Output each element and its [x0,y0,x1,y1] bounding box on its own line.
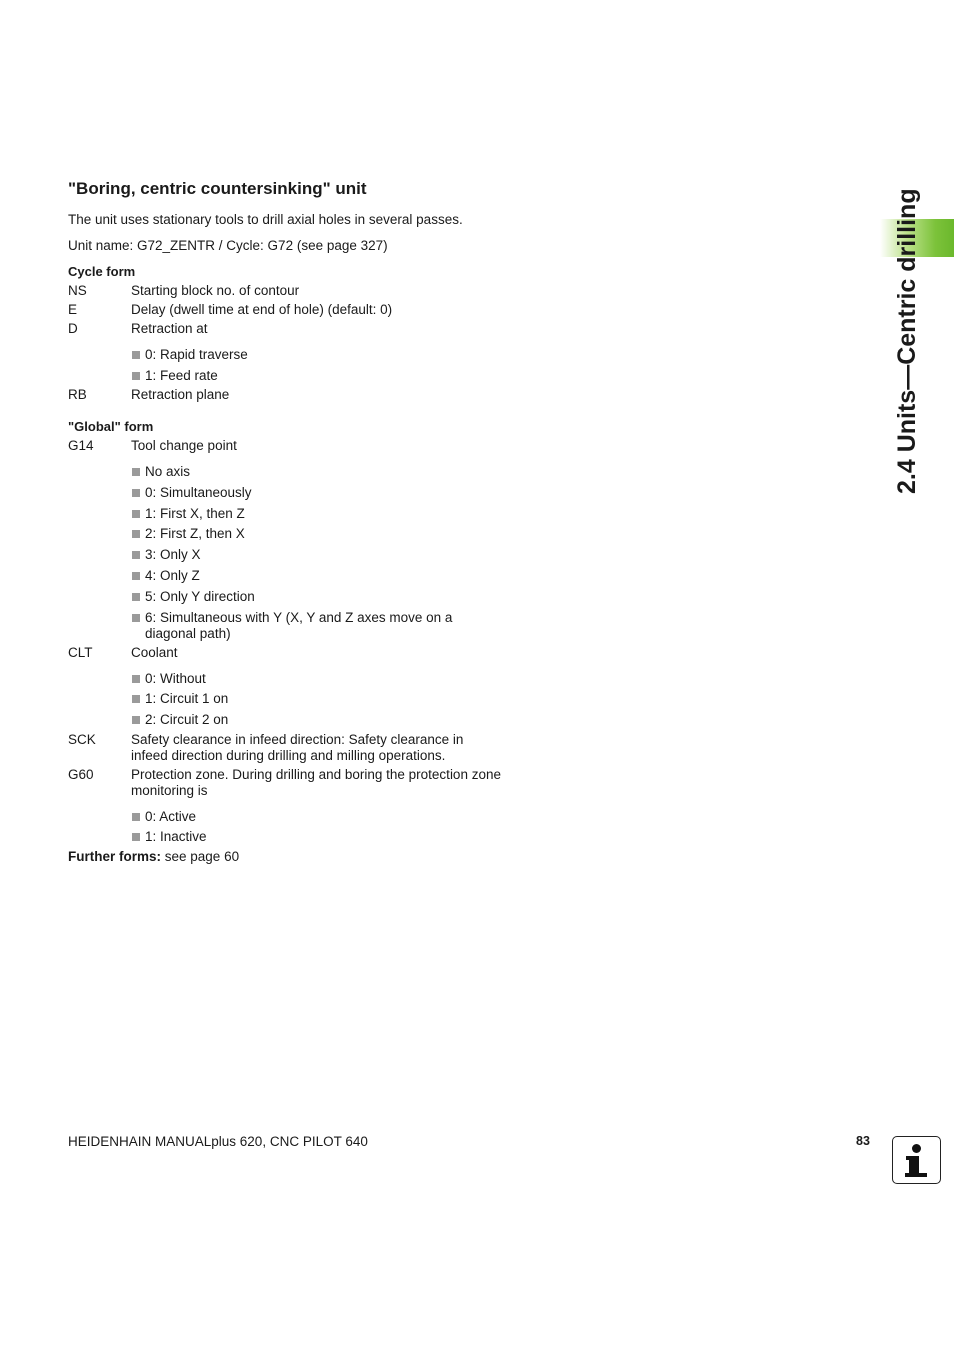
footer-manual-title: HEIDENHAIN MANUALplus 620, CNC PILOT 640 [68,1134,368,1149]
param-desc: Tool change point [131,438,237,453]
bullet-square-icon [132,614,140,622]
bullet-square-icon [132,372,140,380]
param-desc: Safety clearance in infeed direction: Safety clearance in infeed direction during drilling and milling operations. [131,732,464,763]
intro-text: The unit uses stationary tools to drill axial holes in several passes. [68,212,463,227]
further-forms-label: Further forms: [68,849,162,864]
bullet-square-icon [132,351,140,359]
param-desc: Coolant [131,645,178,660]
param-key: D [68,321,78,336]
cycle-form-heading: Cycle form [68,264,136,279]
param-key: NS [68,283,87,298]
bullet-square-icon [132,468,140,476]
bullet-square-icon [132,551,140,559]
bullet-square-icon [132,716,140,724]
page-number: 83 [856,1134,870,1148]
param-desc: Retraction plane [131,387,230,402]
bullet-square-icon [132,695,140,703]
param-key: CLT [68,645,93,660]
param-key: G14 [68,438,94,453]
param-desc: Starting block no. of contour [131,283,300,298]
param-key: G60 [68,767,94,782]
param-desc: Protection zone. During drilling and boring the protection zone monitoring is [131,767,501,798]
bullet-square-icon [132,593,140,601]
bullet-square-icon [132,510,140,518]
section-title: "Boring, centric countersinking" unit [68,179,367,198]
bullet-square-icon [132,833,140,841]
unit-name-text: Unit name: G72_ZENTR / Cycle: G72 (see page 327) [68,238,388,253]
param-desc: Delay (dwell time at end of hole) (default: 0) [131,302,393,317]
bullet-square-icon [132,530,140,538]
further-forms-link[interactable]: see page 60 [161,849,240,864]
bullet-square-icon [132,675,140,683]
param-key: RB [68,387,87,402]
bullet-square-icon [132,813,140,821]
chapter-side-title: 2.4 Units—Centric drilling [893,188,921,494]
param-desc: Retraction at [131,321,208,336]
further-forms [68,849,239,864]
bullet-square-icon [132,572,140,580]
param-key: E [68,302,78,317]
bullet-square-icon [132,489,140,497]
global-form-heading: "Global" form [68,419,154,434]
info-icon [892,1136,941,1184]
param-key: SCK [68,732,96,747]
